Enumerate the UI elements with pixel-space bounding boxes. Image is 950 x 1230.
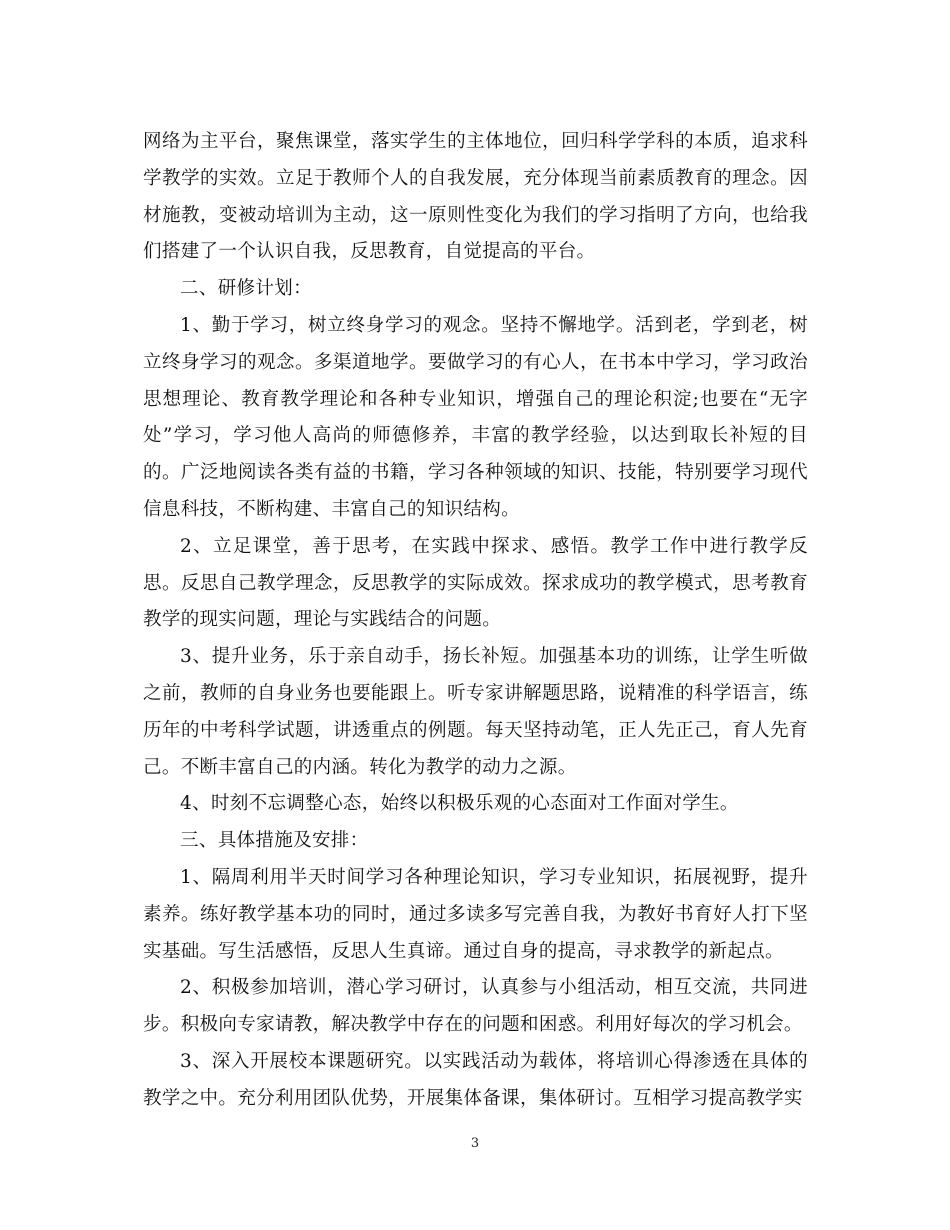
plan-item-3: 3、提升业务，乐于亲自动手，扬长补短。加强基本功的训练，让学生听做之前，教师的自身业务也要能跟上。听专家讲解题思路，说精准的科学语言，练历年的中考科学试题，讲透重点的例题。每天坚持动笔，正人先正己，育人先育己。不断丰富自己的内涵。转化为教学的动力之源。 bbox=[143, 646, 808, 778]
plan-item-4: 4、时刻不忘调整心态，始终以积极乐观的心态面对工作面对学生。 bbox=[180, 793, 739, 815]
plan-item-1: 1、勤于学习，树立终身学习的观念。坚持不懈地学。活到老，学到老，树立终身学习的观念。多渠道地学。要做学习的有心人，在书本中学习，学习政治思想理论、教育教学理论和各种专业知识，增强自己的理论积淀;也要在“无字处”学习，学习他人高尚的师德修养，丰富的教学经验，以达到取长补短的目的。广泛地阅读各类有益的书籍，学习各种领域的知识、技能，特别要学习现代信息科技，不断构建、丰富自己的知识结构。 bbox=[143, 314, 808, 520]
measure-item-1: 1、隔周利用半天时间学习各种理论知识，学习专业知识，拓展视野，提升素养。练好教学基本功的同时，通过多读多写完善自我，为教好书育好人打下坚实基础。写生活感悟，反思人生真谛。通过自身的提高，寻求教学的新起点。 bbox=[143, 866, 808, 962]
measure-item-2: 2、积极参加培训，潜心学习研讨，认真参与小组活动，相互交流，共同进步。积极向专家请教，解决教学中存在的问题和困惑。利用好每次的学习机会。 bbox=[143, 977, 808, 1036]
section-heading-research-plan: 二、研修计划： bbox=[180, 278, 312, 300]
plan-item-2: 2、立足课堂，善于思考，在实践中探求、感悟。教学工作中进行教学反思。反思自己教学理念，反思教学的实际成效。探求成功的教学模式，思考教育教学的现实问题，理论与实践结合的问题。 bbox=[143, 535, 808, 631]
measure-item-3: 3、深入开展校本课题研究。以实践活动为载体，将培训心得渗透在具体的教学之中。充分利用团队优势，开展集体备课，集体研讨。互相学习提高教学实 bbox=[143, 1050, 808, 1109]
document-body bbox=[143, 124, 808, 1118]
section-heading-measures: 三、具体措施及安排： bbox=[180, 830, 369, 852]
paragraph-continuation: 网络为主平台，聚焦课堂，落实学生的主体地位，回归科学学科的本质，追求科学教学的实效。立足于教师个人的自我发展，充分体现当前素质教育的理念。因材施教，变被动培训为主动，这一原则性变化为我们的学习指明了方向，也给我们搭建了一个认识自我，反思教育，自觉提高的平台。 bbox=[143, 131, 808, 263]
page-number: 3 bbox=[470, 1136, 480, 1151]
